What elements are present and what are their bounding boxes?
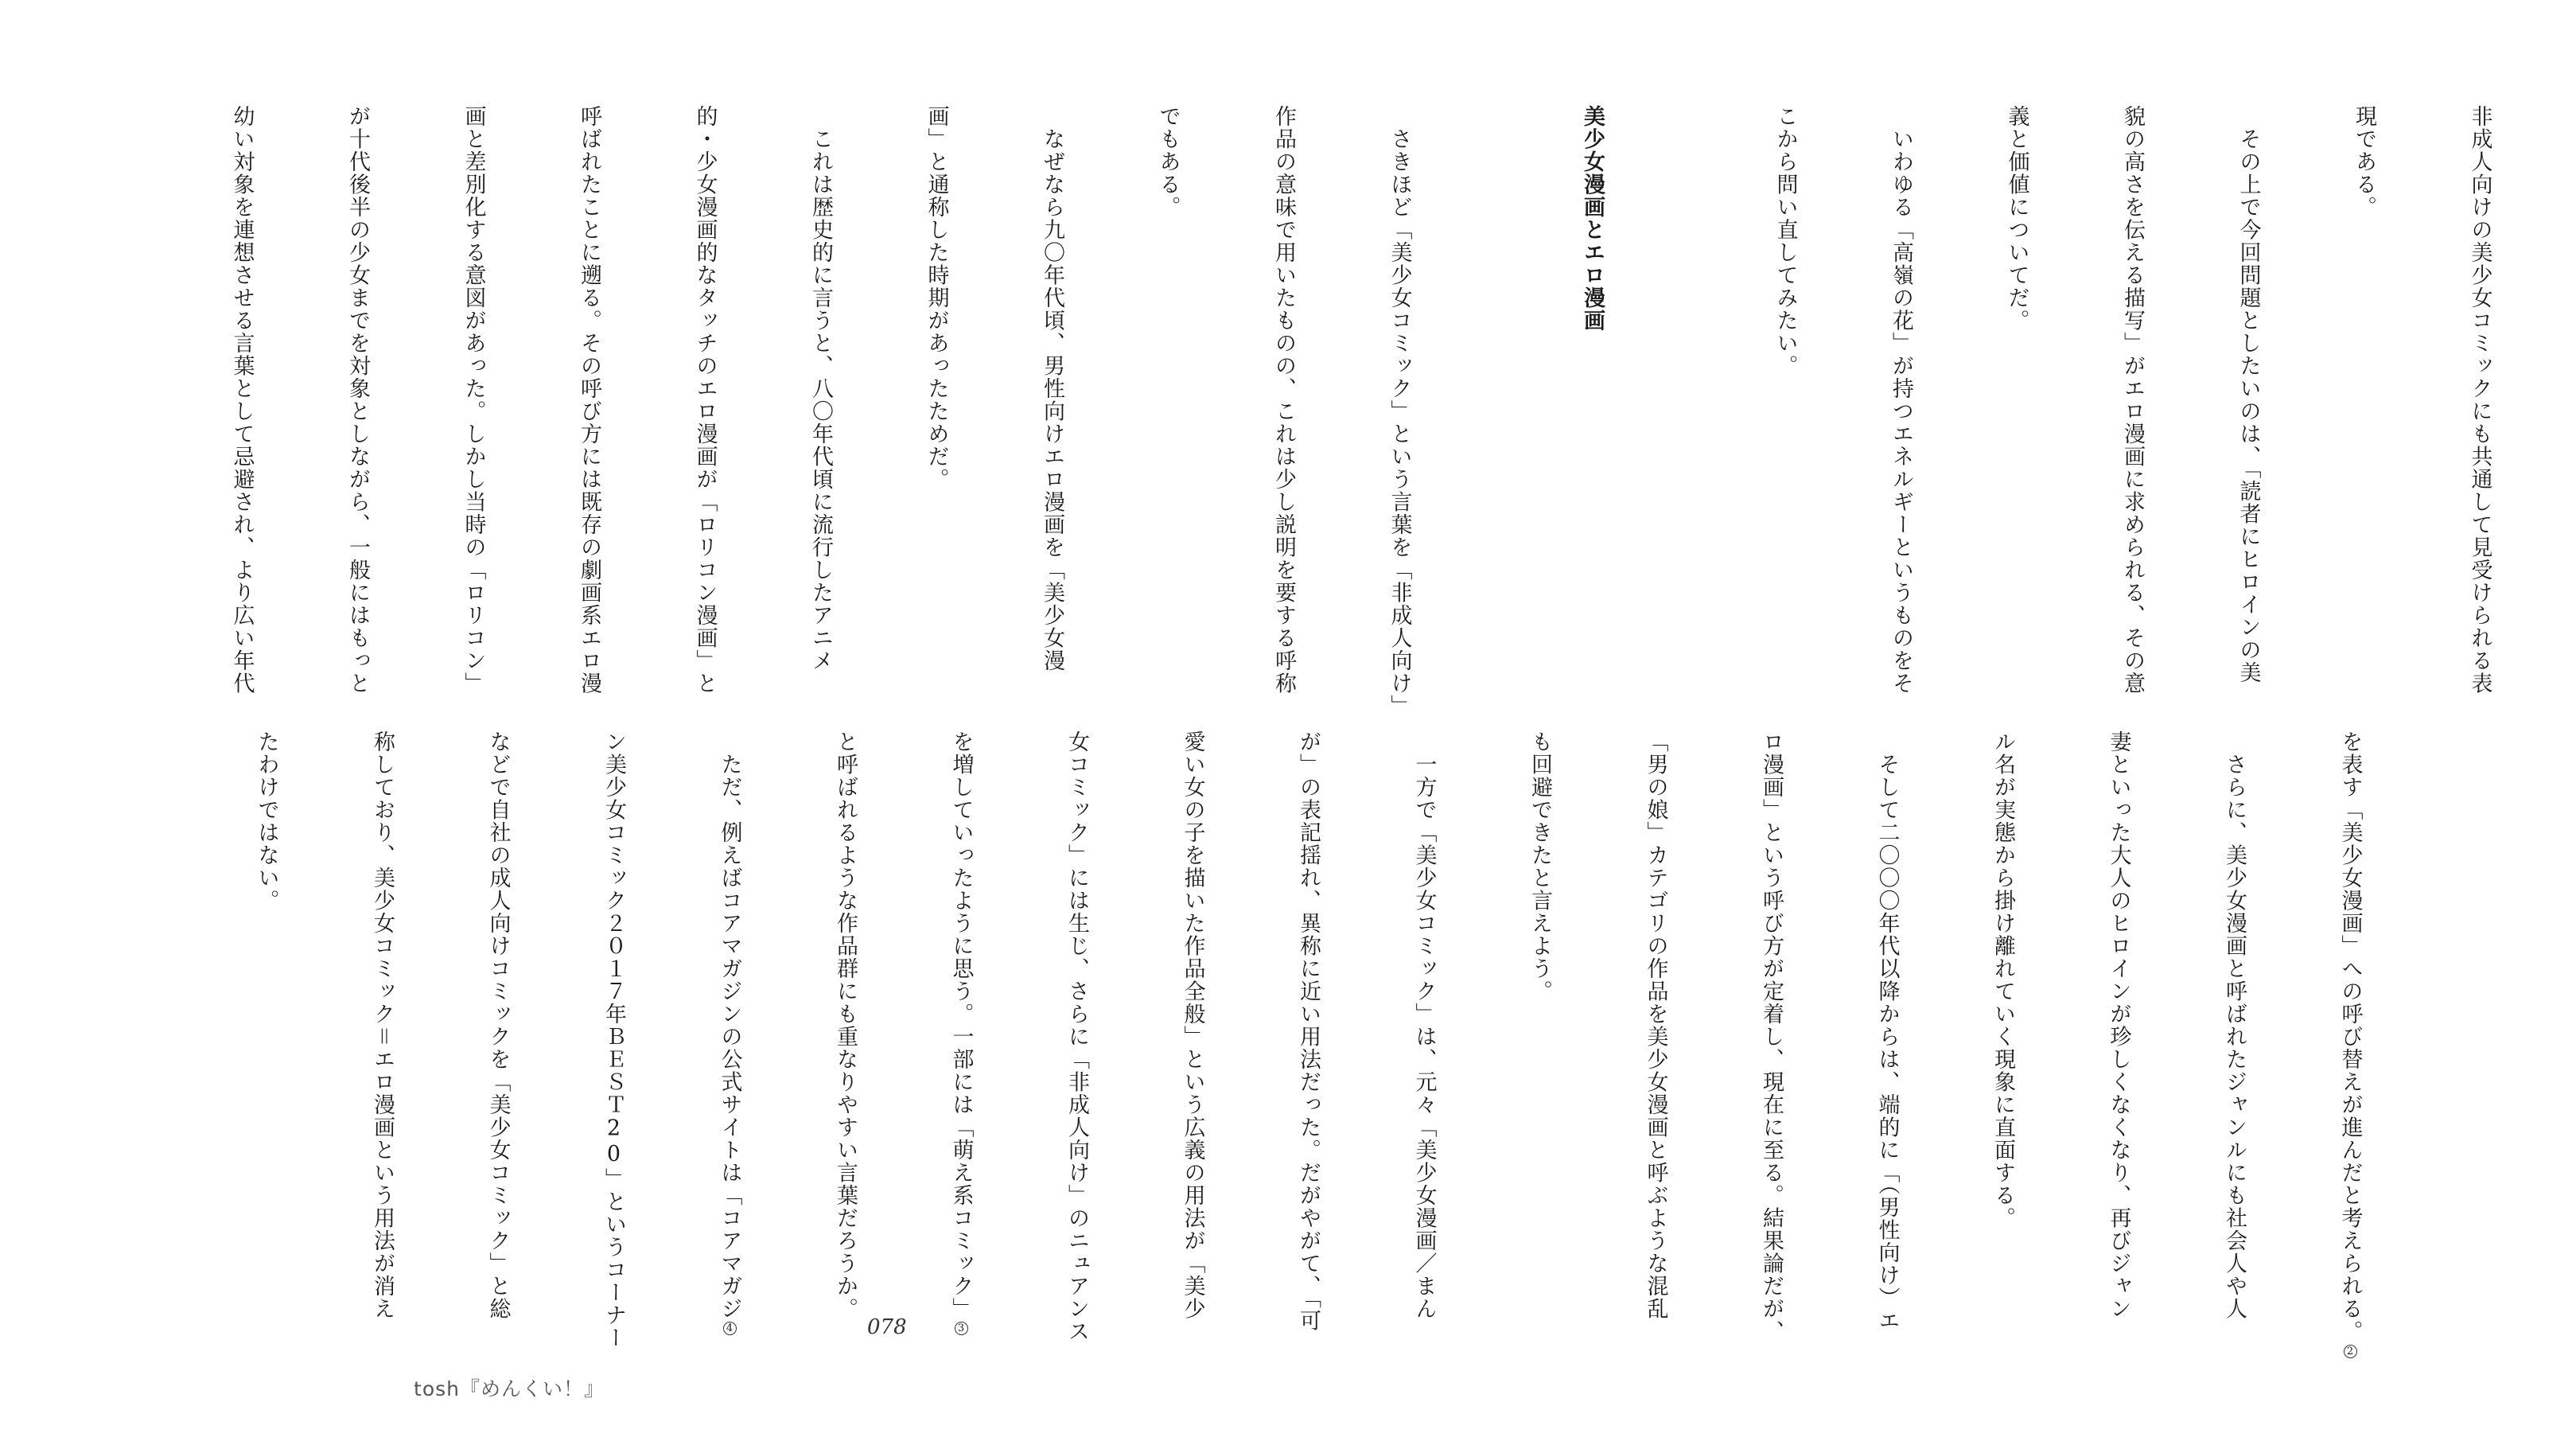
page-number: 078: [867, 1315, 907, 1339]
top-text-block: [145, 105, 2576, 718]
text-line: が」の表記揺れ、異称に近い用法だった。だがやがて、「可: [1296, 730, 1321, 1332]
text-line: さらに、美少女漫画と呼ばれたジャンルにも社会人や人: [2222, 730, 2247, 1320]
footnote-marker: 2: [2344, 1345, 2356, 1357]
text-line: こから問い直してみたい。: [1772, 105, 1798, 377]
text-line: が十代後半の少女までを対象としながら、一般にはもっと: [345, 105, 370, 695]
section-heading: 美少女漫画とエロ漫画: [1580, 105, 1605, 332]
running-footer: tosh『めんくい！』: [414, 1377, 605, 1400]
text-line: ただ、例えばコアマガジンの公式サイトは「コアマガジ4: [717, 730, 742, 1334]
text-line: なぜなら九〇年代頃、男性向けエロ漫画を「美少女漫: [1040, 105, 1064, 672]
text-line: を表す「美少女漫画」への呼び替えが進んだと考えられる。2: [2337, 730, 2363, 1357]
text-line: でもある。: [1155, 105, 1181, 219]
text-line: 幼い対象を連想させる言葉として忌避され、より広い年代: [229, 105, 255, 695]
text-line: そして二〇〇〇年代以降からは、端的に「（男性向け）エ: [1874, 730, 1900, 1332]
text-line: その上で今回問題としたいのは、「読者にヒロインの美: [2236, 105, 2261, 684]
text-line: を増していったように思う。一部には「萌え系コミック」3: [948, 730, 974, 1334]
text-line: さきほど「美少女コミック」という言葉を「非成人向け」: [1387, 105, 1412, 718]
text-line: 非成人向けの美少女コミックにも共通して見受けられる表: [2467, 105, 2492, 695]
text-line: いわゆる「高嶺の花」が持つエネルギーというものをそ: [1889, 105, 1913, 695]
text-line: ル名が実態から掛け離れていく現象に直面する。: [1990, 730, 2015, 1229]
text-line: 義と価値についてだ。: [2004, 105, 2029, 332]
text-line: 画と差別化する意図があった。しかし当時の「ロリコン」: [461, 105, 486, 695]
text-line: 現である。: [2352, 105, 2376, 219]
text-line: 一方で「美少女コミック」は、元々「美少女漫画／まん: [1411, 730, 1437, 1320]
text-line: などで自社の成人向けコミックを「美少女コミック」と総: [485, 730, 511, 1320]
text-line: 貌の高さを伝える描写」がエロ漫画に求められる、その意: [2120, 105, 2145, 695]
text-line: も回避できたと言えよう。: [1527, 730, 1552, 1003]
text-line: 妻といった大人のヒロインが珍しくなくなり、再びジャン: [2106, 730, 2131, 1320]
text-line: ロ漫画」という呼び方が定着し、現在に至る。結果論だが、: [1759, 730, 1784, 1343]
text-line: と呼ばれるような作品群にも重なりやすい言葉だろうか。: [833, 730, 858, 1320]
footnote-marker: 4: [723, 1322, 736, 1334]
text-line: これは歴史的に言うと、八〇年代頃に流行したアニメ: [808, 105, 833, 672]
text-line: 的・少女漫画的なタッチのエロ漫画が「ロリコン漫画」と: [692, 105, 718, 695]
text-line: 作品の意味で用いたものの、これは少し説明を要する呼称: [1271, 105, 1296, 695]
text-line: 女コミック」には生じ、さらに「非成人向け」のニュアンス: [1064, 730, 1089, 1343]
footnote-marker: 3: [955, 1322, 967, 1334]
text-line: 称しており、美少女コミック＝エロ漫画という用法が消え: [370, 730, 395, 1320]
text-line: 呼ばれたことに遡る。その呼び方には既存の劇画系エロ漫: [577, 105, 601, 695]
text-line: 画」と通称した時期があったためだ。: [924, 105, 949, 491]
text-line: たわけではない。: [254, 730, 279, 912]
text-line: 愛い女の子を描いた作品全般」という広義の用法が「美少: [1180, 730, 1205, 1320]
text-line: 「男の娘」カテゴリの作品を美少女漫画と呼ぶような混乱: [1643, 730, 1668, 1320]
text-line: ン美少女コミック２０１７年ＢＥＳＴ20」というコーナー: [601, 730, 626, 1350]
